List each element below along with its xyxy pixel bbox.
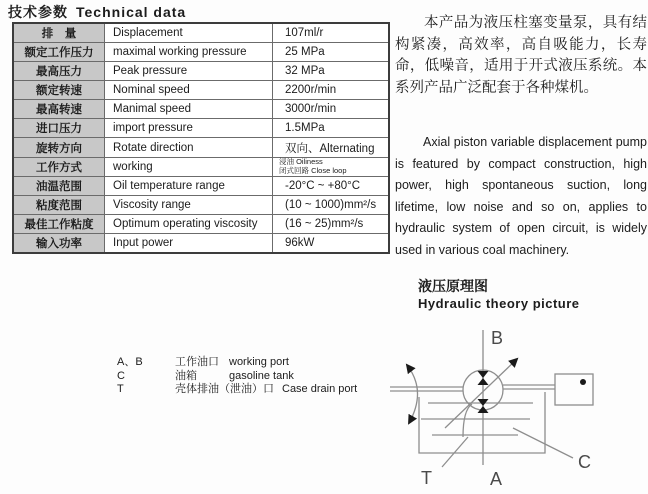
legend-symbol: C <box>117 369 125 382</box>
diagram-heading <box>418 276 580 311</box>
table-row <box>14 100 388 119</box>
param-name-cn: 最高压力 <box>14 62 105 80</box>
legend-label-cn: 油箱 <box>175 369 197 382</box>
param-value: 3000r/min <box>285 103 337 116</box>
table-row <box>14 138 388 157</box>
flow-triangle-top <box>478 371 489 378</box>
param-value: 32 MPa <box>285 65 325 78</box>
table-row <box>14 43 388 62</box>
legend-label-en: gasoline tank <box>229 369 294 382</box>
param-name-cn: 输入功率 <box>14 234 105 252</box>
legend-label-en: Case drain port <box>282 383 358 395</box>
param-value: 1.5MPa <box>285 122 325 135</box>
page-title-en: Technical data <box>76 4 187 20</box>
param-value-line1: 浸油 Oiliness <box>279 157 323 167</box>
page-title <box>8 2 186 22</box>
param-value: (16 ~ 25)mm²/s <box>285 217 364 230</box>
param-name-en: Nominal speed <box>105 81 273 99</box>
param-value: (10 ~ 1000)mm²/s <box>285 198 377 211</box>
legend-symbol: A、B <box>117 356 143 368</box>
param-value: 25 MPa <box>285 46 325 59</box>
legend-row <box>117 370 357 384</box>
param-name-cn: 最高转速 <box>14 100 105 118</box>
table-row <box>14 215 388 234</box>
hydraulic-circuit-diagram <box>385 325 648 494</box>
table-row <box>14 158 388 177</box>
port-legend <box>117 356 357 397</box>
port-label-c: C <box>578 452 591 472</box>
param-name-cn: 额定转速 <box>14 81 105 99</box>
port-label-b: B <box>491 328 504 348</box>
table-row <box>14 62 388 81</box>
param-name-en: Manimal speed <box>105 100 273 118</box>
legend-symbol: T <box>117 383 124 395</box>
param-name-cn: 旋转方向 <box>14 138 105 156</box>
legend-label-en: working port <box>229 356 289 368</box>
param-name-cn: 排 量 <box>14 24 105 42</box>
variable-arrow <box>445 359 517 428</box>
param-name-en: Peak pressure <box>105 62 273 80</box>
prime-mover-box <box>555 374 593 405</box>
legend-row <box>117 356 357 370</box>
diagram-heading-en: Hydraulic theory picture <box>418 296 580 311</box>
param-name-en: Optimum operating viscosity <box>105 215 273 233</box>
table-row <box>14 119 388 138</box>
param-value <box>273 158 388 176</box>
page-title-cn: 技术参数 <box>8 4 68 20</box>
param-name-en: maximal working pressure <box>105 43 273 61</box>
param-name-cn: 最佳工作粘度 <box>14 215 105 233</box>
param-name-cn: 进口压力 <box>14 119 105 137</box>
param-name-cn: 工作方式 <box>14 158 105 176</box>
param-value: 96kW <box>285 236 315 249</box>
param-name-en: Oil temperature range <box>105 177 273 195</box>
prime-mover-dot <box>580 379 586 385</box>
flow-triangle-top <box>478 378 489 385</box>
table-row <box>14 24 388 43</box>
diagram-heading-cn: 液压原理图 <box>418 278 488 294</box>
table-row <box>14 196 388 215</box>
technical-data-table <box>12 22 390 254</box>
param-name-en: Rotate direction <box>105 138 273 156</box>
legend-label-cn: 壳体排油（泄油）口 <box>175 383 274 395</box>
param-name-cn: 油温范围 <box>14 177 105 195</box>
product-description-en: Axial piston variable displacement pump is featured by compact construction, high power, high spontaneous suction, long lifetime, low noise and so on, applies to hydraulic system of open circuit, is widely used in various coal machinery. <box>395 135 647 257</box>
param-name-en: working <box>105 158 273 176</box>
param-name-en: import pressure <box>105 119 273 137</box>
param-name-cn: 粘度范围 <box>14 196 105 214</box>
table-row <box>14 177 388 196</box>
leader-line-t <box>442 437 468 467</box>
param-value-line2: 闭式回路 Close loop <box>279 165 347 175</box>
param-name-en: Viscosity range <box>105 196 273 214</box>
param-name-cn: 额定工作压力 <box>14 43 105 61</box>
port-label-a: A <box>490 469 503 489</box>
table-row <box>14 234 388 252</box>
product-description-cn: 本产品为液压柱塞变量泵，具有结构紧凑，高效率，高自吸能力，长寿命，低噪音，适用于开式液压系统。本系列产品广泛配套于各种煤机。 <box>395 15 647 96</box>
param-value: 2200r/min <box>285 84 337 97</box>
param-value: 双向、Alternating <box>285 142 375 155</box>
param-value: -20°C ~ +80°C <box>285 179 361 192</box>
param-name-en: Displacement <box>105 24 273 42</box>
table-row <box>14 81 388 100</box>
legend-row <box>117 383 357 397</box>
legend-label-cn: 工作油口 <box>175 356 219 368</box>
param-value: 107ml/r <box>285 27 324 40</box>
port-label-t: T <box>421 468 432 488</box>
rotation-arc <box>407 365 418 423</box>
param-name-en: Input power <box>105 234 273 252</box>
